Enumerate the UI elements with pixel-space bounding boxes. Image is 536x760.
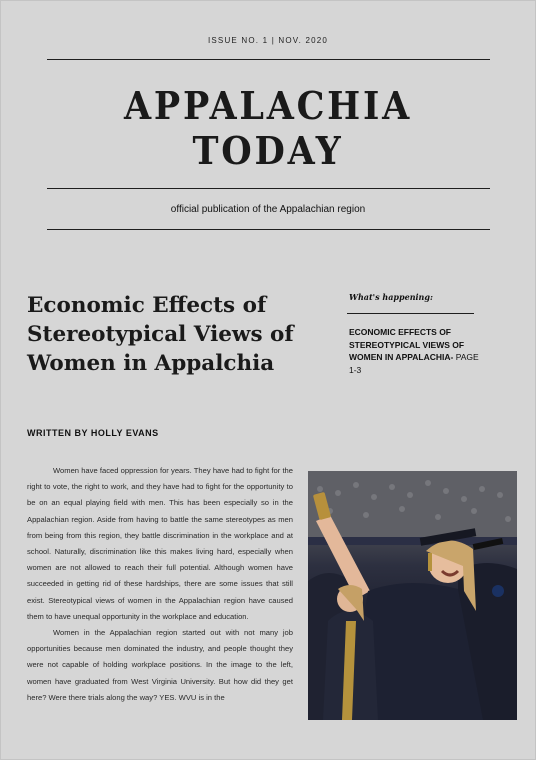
- graduation-photo-illustration: [308, 471, 517, 720]
- sidebar-item-pages: PAGE 1-3: [349, 352, 479, 375]
- masthead-title: [1, 83, 535, 173]
- sidebar-item-title: ECONOMIC EFFECTS OF STEREOTYPICAL VIEWS OF WOMEN IN APPALACHIA-: [349, 327, 465, 362]
- sidebar-item: [349, 326, 484, 376]
- top-rule: [47, 59, 490, 60]
- article-paragraph-1: Women have faced oppression for years. They have had to fight for the right to vote, the right to work, and they have had to fight for the opportunity to be on an equal playing field with men. This has been especially so in the Appalachian region. Aside from having to battle the same stereotypes as men from being from this region, they battle discrimination in the workplace and at school. Naturally, discrimination like this makes living hard, especially when women are not allowed to reach their full potential. Although women have succeeded in getting rid of these hardships, there are some issues that still exist. Stereotypical views of women in the Appalachian region have caused them to have unequal opportunity in the workplace and education.: [27, 466, 293, 621]
- sidebar-label: What's happening:: [349, 292, 433, 302]
- issue-line: ISSUE NO. 1 | NOV. 2020: [207, 36, 329, 45]
- article-paragraph-2: Women in the Appalachian region started out with not many job opportunities because men dominated the industry, and people thought they were not capable of holding workplace positions. In the image to the left, women have graduated from West Virginia University. But how did they get here? Were there trials along the way? YES. WVU is in the: [27, 628, 293, 702]
- article-byline: WRITTEN BY HOLLY EVANS: [27, 428, 159, 438]
- masthead-line-1: APPALACHIA: [124, 83, 412, 128]
- masthead-line-2: TODAY: [192, 128, 344, 173]
- tagline-bottom-rule: [47, 229, 490, 230]
- tagline: official publication of the Appalachian region: [170, 204, 366, 215]
- masthead-bottom-rule: [47, 188, 490, 189]
- article-headline: Economic Effects of Stereotypical Views of Women in Appalchia: [27, 293, 294, 376]
- graduation-photo: [308, 471, 517, 720]
- sidebar-rule: [347, 313, 474, 314]
- article-body: [27, 463, 293, 741]
